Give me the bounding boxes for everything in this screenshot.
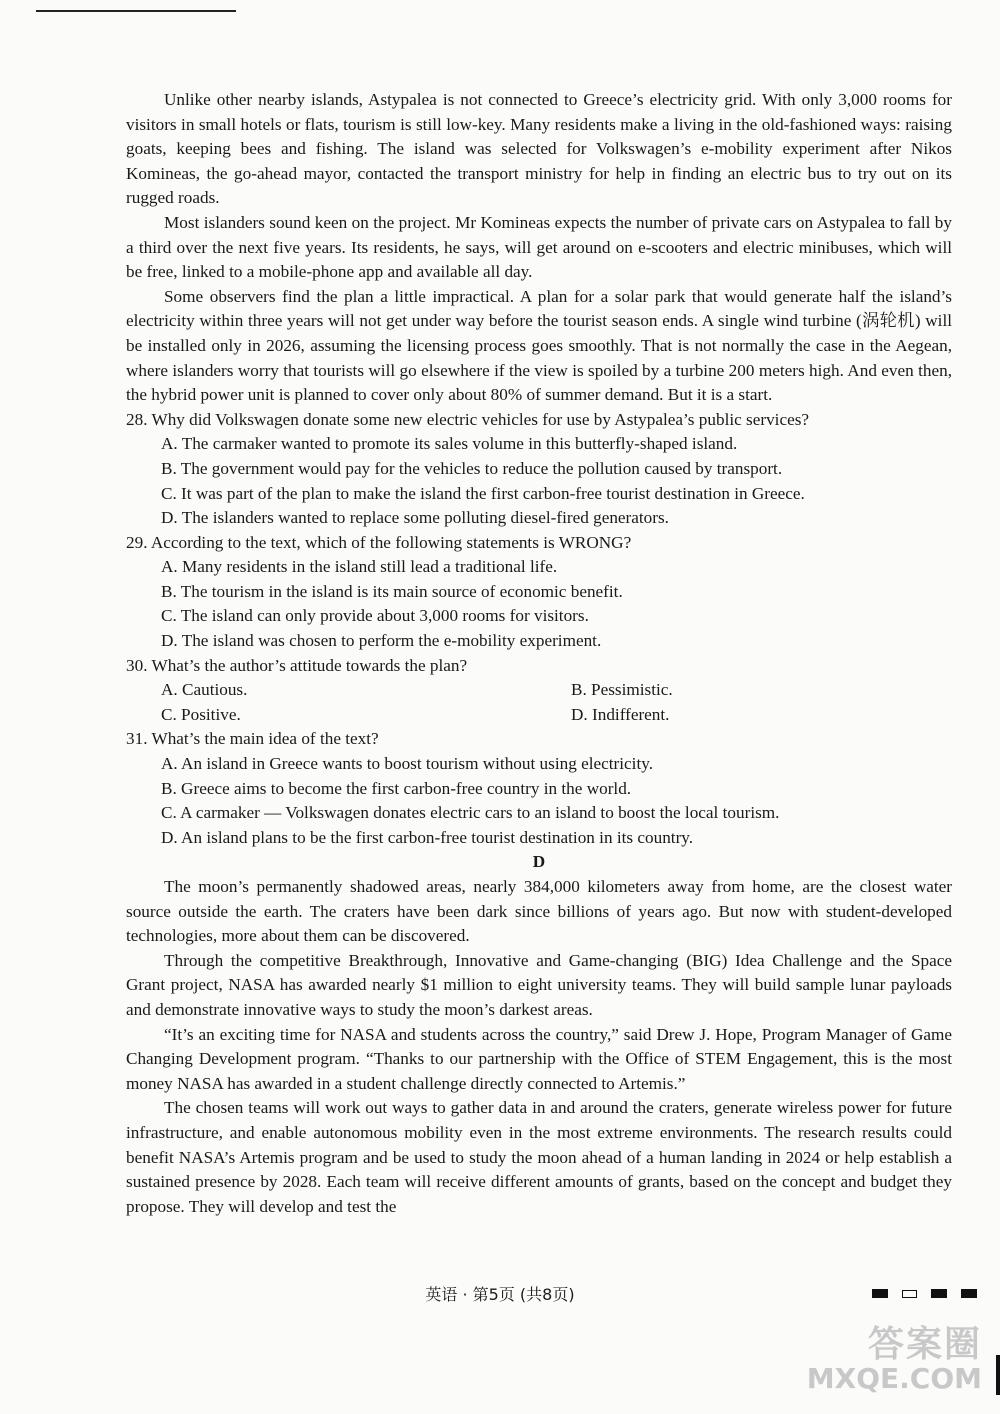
question-31 bbox=[126, 727, 952, 850]
watermark bbox=[806, 1324, 982, 1396]
passage-c-paragraph-1: Unlike other nearby islands, Astypalea is not connected to Greece’s electricity grid. With only 3,000 rooms for visitors in small hotels or flats, tourism is still low-key. Many residents make a living in the old-fashioned ways: raising goats, keeping bees and fishing. The island was selected for Volkswagen’s e-mobility experiment after Nikos Komineas, the go-ahead mayor, contacted the transport ministry for help in finding an electric bus to try out on its rugged roads. bbox=[126, 90, 952, 208]
option-b: B. Pessimistic. bbox=[571, 680, 673, 700]
page-marks bbox=[872, 1289, 977, 1298]
question-stem: 31. What’s the main idea of the text? bbox=[126, 729, 379, 749]
section-d-heading: D bbox=[532, 852, 546, 872]
option-b: B. The government would pay for the vehicles to reduce the pollution caused by transport. bbox=[161, 458, 783, 478]
right-edge-bar bbox=[996, 1355, 1000, 1395]
option-a: A. Many residents in the island still lead a traditional life. bbox=[161, 557, 558, 577]
option-c: C. It was part of the plan to make the island the first carbon-free tourist destination in Greece. bbox=[161, 483, 805, 503]
watermark-line2: MXQE.COM bbox=[806, 1362, 982, 1395]
question-30 bbox=[126, 654, 952, 728]
passage-c-paragraph-2: Most islanders sound keen on the project. Mr Komineas expects the number of private cars on Astypalea to fall by a third over the next five years. Its residents, he says, will get around on e-scooters and electric minibuses, which will be free, linked to a mobile-phone app and available all day. bbox=[126, 212, 952, 282]
filled-mark-icon bbox=[872, 1289, 888, 1298]
passage-d-paragraph-3: “It’s an exciting time for NASA and students across the country,” said Drew J. Hope, Program Manager of Game Changing Development program. “Thanks to our partnership with the Office of STEM Engagement, this is the most money NASA has awarded in a student challenge directly connected to Artemis.” bbox=[126, 1024, 952, 1093]
question-28 bbox=[126, 408, 952, 531]
option-a: A. An island in Greece wants to boost tourism without using electricity. bbox=[161, 754, 653, 774]
watermark-line1: 答案圈 bbox=[867, 1324, 982, 1365]
option-d: D. An island plans to be the first carbon-free tourist destination in its country. bbox=[161, 827, 694, 847]
option-c: C. The island can only provide about 3,000 rooms for visitors. bbox=[161, 606, 589, 626]
question-stem: 30. What’s the author’s attitude towards the plan? bbox=[126, 655, 468, 675]
passage-d-paragraph-1: The moon’s permanently shadowed areas, nearly 384,000 kilometers away from home, are the closest water source outside the earth. The craters have been dark since billions of years ago. But now with student-developed technologies, more about them can be discovered. bbox=[126, 877, 952, 946]
question-stem: 29. According to the text, which of the following statements is WRONG? bbox=[126, 532, 632, 552]
option-d: D. The islanders wanted to replace some polluting diesel-fired generators. bbox=[161, 508, 669, 528]
option-d: D. Indifferent. bbox=[571, 704, 670, 724]
option-a: A. Cautious. bbox=[161, 680, 248, 700]
filled-mark-icon bbox=[961, 1289, 977, 1298]
page-content bbox=[126, 88, 952, 1219]
passage-c-paragraph-3: Some observers find the plan a little impractical. A plan for a solar park that would generate half the island’s electricity within three years will not get under way before the tourist season ends. A single wind turbine (涡轮机) will be installed only in 2026, assuming the licensing process goes smoothly. That is not normally the case in the Aegean, where islanders worry that tourists will go elsewhere if the view is spoiled by a turbine 200 meters high. And even then, the hybrid power unit is planned to cover only about 80% of summer demand. But it is a start. bbox=[126, 286, 952, 405]
option-b: B. The tourism in the island is its main source of economic benefit. bbox=[161, 581, 623, 601]
option-c: C. Positive. bbox=[161, 704, 241, 724]
filled-mark-icon bbox=[931, 1289, 947, 1298]
top-rule bbox=[36, 10, 236, 12]
question-29 bbox=[126, 531, 952, 654]
page-footer: 英语 · 第5页 (共8页) bbox=[425, 1285, 575, 1304]
option-d: D. The island was chosen to perform the e-mobility experiment. bbox=[161, 631, 602, 651]
passage-d-paragraph-2: Through the competitive Breakthrough, Innovative and Game-changing (BIG) Idea Challenge and the Space Grant project, NASA has awarded nearly $1 million to eight university teams. They will build sample lunar payloads and demonstrate innovative ways to study the moon’s darkest areas. bbox=[126, 950, 952, 1019]
option-a: A. The carmaker wanted to promote its sales volume in this butterfly-shaped island. bbox=[161, 434, 738, 454]
option-b: B. Greece aims to become the first carbon-free country in the world. bbox=[161, 778, 632, 798]
question-stem: 28. Why did Volkswagen donate some new electric vehicles for use by Astypalea’s public services? bbox=[126, 409, 810, 429]
empty-mark-icon bbox=[902, 1290, 917, 1298]
option-c: C. A carmaker — Volkswagen donates electric cars to an island to boost the local tourism. bbox=[161, 803, 780, 823]
passage-d-paragraph-4: The chosen teams will work out ways to gather data in and around the craters, generate wireless power for future infrastructure, and enable autonomous mobility even in the most extreme environments. The research results could benefit NASA’s Artemis program and be used to study the moon ahead of a human landing in 2024 or help establish a sustained presence by 2028. Each team will receive different amounts of grants, based on the concept and budget they propose. They will develop and test the bbox=[126, 1098, 952, 1216]
options-grid bbox=[126, 678, 952, 727]
